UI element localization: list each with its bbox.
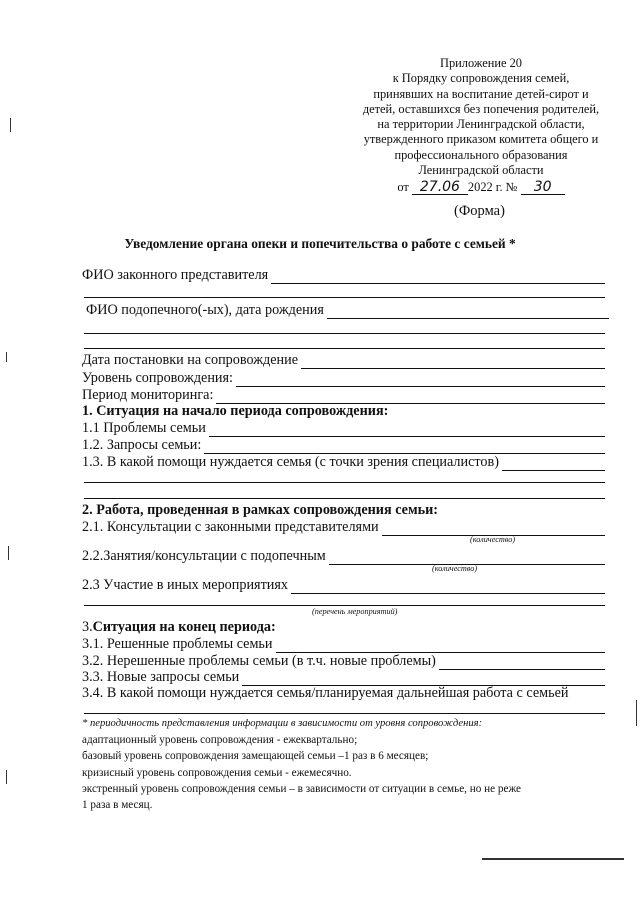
item-label: 2.3 Участие в иных мероприятиях <box>82 577 288 593</box>
section1-heading: 1. Ситуация на начало периода сопровождения: <box>82 403 389 419</box>
header-line: Приложение 20 <box>440 56 522 70</box>
fill-line <box>84 333 605 334</box>
header-line: Ленинградской области <box>418 163 544 178</box>
footnote <box>82 716 521 813</box>
item-label: 3.3. Новые запросы семьи <box>82 669 240 685</box>
footnote-line: базовый уровень сопровождения замещающей семьи –1 раз в 6 месяцев; <box>82 750 429 763</box>
header-line: принявших на воспитание детей-сирот и <box>373 86 589 101</box>
field-ward-fio <box>86 301 609 319</box>
year-number-label: 2022 г. № <box>467 180 518 195</box>
section3-item <box>82 635 605 653</box>
quantity-note: (количество) <box>432 564 478 573</box>
scan-mark <box>6 770 7 784</box>
scan-mark <box>636 700 637 726</box>
item-label: 3.1. Решенные проблемы семьи <box>82 636 273 652</box>
field-label: Дата постановки на сопровождение <box>82 352 298 368</box>
header-line: на территории Ленинградской области, <box>377 117 585 132</box>
field-label: Уровень сопровождения: <box>82 370 233 386</box>
field-support-level <box>82 369 605 387</box>
item-label: 2.2.Занятия/консультации с подопечным <box>82 548 326 564</box>
handwritten-date: 27.06 <box>412 180 468 195</box>
section1-item <box>82 436 605 454</box>
field-label: Период мониторинга: <box>82 387 214 403</box>
item-label: 3.2. Нерешенные проблемы семьи (в т.ч. новые проблемы) <box>82 653 436 669</box>
scan-mark <box>8 546 9 560</box>
section2-heading: 2. Работа, проведенная в рамках сопровождения семьи: <box>82 502 439 518</box>
section3-heading <box>82 618 276 636</box>
footnote-line: экстренный уровень сопровождения семьи – в зависимости от ситуации в семье, но не реже <box>82 782 522 795</box>
field-label: ФИО законного представителя <box>82 267 269 283</box>
quantity-note: (количество) <box>470 535 516 544</box>
field-date-start <box>82 351 605 369</box>
document-title: Уведомление органа опеки и попечительства о работе с семьей * <box>124 236 516 251</box>
section3-prefix: 3. <box>82 619 93 635</box>
fill-line <box>84 605 605 606</box>
item-label: 1.1 Проблемы семьи <box>82 420 206 436</box>
footnote-line: адаптационный уровень сопровождения - ежеквартально; <box>82 734 358 747</box>
handwritten-number: 30 <box>521 180 565 195</box>
item-label: 1.2. Запросы семьи: <box>82 437 202 453</box>
fill-line <box>84 297 605 298</box>
field-label: ФИО подопечного(-ых), дата рождения <box>86 302 324 318</box>
events-note: (перечень мероприятий) <box>312 607 398 616</box>
header-line: утвержденного приказом комитета общего и <box>363 132 599 147</box>
scan-mark <box>10 118 11 132</box>
fill-line <box>327 306 609 319</box>
section3-title: Ситуация на конец периода: <box>92 619 276 635</box>
fill-line <box>271 271 605 284</box>
footnote-line: кризисный уровень сопровождения семьи - ежемесячно. <box>82 766 352 779</box>
fill-line <box>291 581 605 594</box>
header-line: детей, оставшихся без попечения родителей, <box>362 101 600 116</box>
date-prefix: от <box>397 180 409 195</box>
item-label: 3.4. В какой помощи нуждается семья/планируемая дальнейшая работа с семьей <box>82 685 569 701</box>
fill-line <box>301 356 605 369</box>
form-label: (Форма) <box>454 203 505 219</box>
footnote-title: * периодичность представления информации в зависимости от уровня сопровождения: <box>82 718 483 729</box>
fill-line <box>84 348 605 349</box>
scan-mark <box>6 352 7 362</box>
header-date-line <box>340 180 622 195</box>
header-line: к Порядку сопровождения семей, <box>392 71 570 86</box>
item-label: 1.3. В какой помощи нуждается семья (с точки зрения специалистов) <box>82 454 499 470</box>
header-line: профессионального образования <box>394 147 568 162</box>
appendix-header <box>340 56 622 196</box>
section2-item <box>82 576 605 594</box>
section1-item <box>82 453 605 471</box>
section3-item <box>82 684 568 702</box>
section1-item <box>82 419 605 437</box>
fill-line <box>84 498 605 499</box>
section2-item <box>82 518 605 536</box>
section2-item <box>82 547 605 565</box>
field-representative-fio <box>82 266 605 284</box>
item-label: 2.1. Консультации с законными представителями <box>82 519 379 535</box>
fill-line <box>84 482 605 483</box>
footnote-line: 1 раза в месяц. <box>82 799 153 812</box>
fill-line <box>84 713 605 714</box>
fill-line <box>502 458 605 471</box>
bottom-rule <box>482 858 624 860</box>
